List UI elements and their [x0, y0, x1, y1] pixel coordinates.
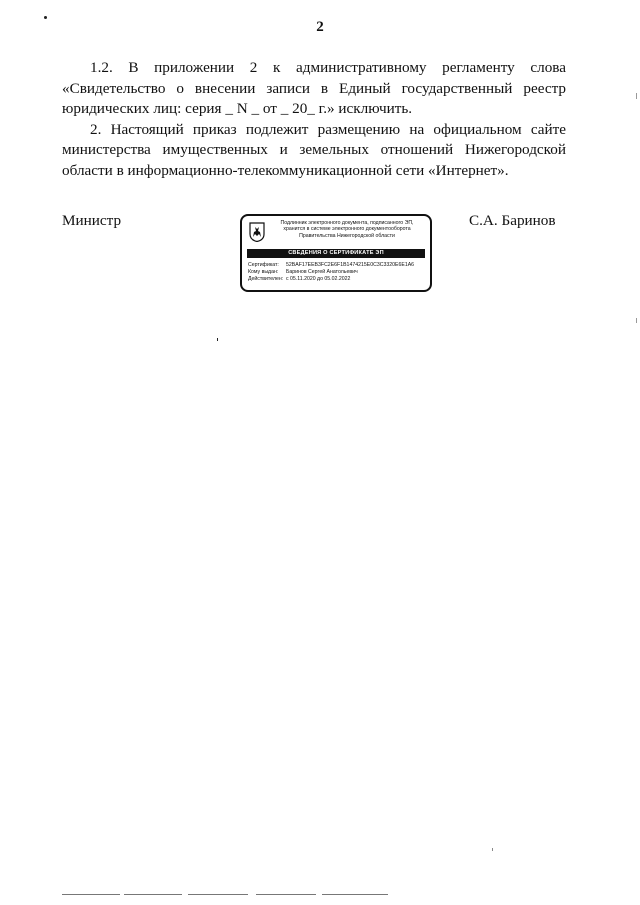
valid-value: с 05.11.2020 до 05.02.2022: [286, 275, 351, 282]
certificate-label: Сертификат:: [248, 262, 279, 268]
deer-emblem-icon: [249, 222, 265, 242]
signature-row: [0, 212, 640, 302]
footer-rule: [322, 894, 388, 895]
certificate-value: 52BAF17EEB3FC2E6F1B1474215E0C3C3320E6E1A6: [286, 262, 415, 268]
stamp-banner: СВЕДЕНИЯ О СЕРТИФИКАТЕ ЭП: [247, 249, 425, 258]
scan-speck: [44, 16, 47, 19]
stamp-header-line: Подлинник электронного документа, подписанного ЭП,: [280, 220, 414, 226]
stamp-details: [248, 262, 426, 282]
scan-speck: [492, 848, 493, 851]
issued-to-label: Кому выдан:: [248, 268, 279, 275]
signer-title: Министр: [62, 212, 122, 229]
footer-rule: [256, 894, 316, 895]
footer-rule: [124, 894, 182, 895]
footer-rule: [62, 894, 120, 895]
scan-speck: [636, 318, 637, 323]
scan-speck: [636, 93, 637, 99]
scan-speck: [217, 338, 218, 341]
certificate-row: [248, 262, 426, 269]
paragraph-2: 2. Настоящий приказ подлежит размещению на официальном сайте министерства имущественных и земельных отношений Нижегородской области в информационно-телекоммуникационной сети «Интернет».: [62, 120, 566, 179]
stamp-header-line: хранится в системе электронного документооборота: [283, 226, 411, 233]
signer-name: С.А. Баринов: [469, 212, 556, 229]
footer-rule: [188, 894, 248, 895]
stamp-header: [268, 220, 426, 239]
stamp-header-line: Правительства Нижегородской области: [299, 232, 395, 239]
paragraph-1: 1.2. В приложении 2 к административному регламенту слова «Свидетельство о внесении записи в Единый государственный реестр юридических лиц: серия _ N _ от _ 20_ г.» исключить.: [62, 59, 566, 117]
valid-row: [248, 276, 426, 283]
body-text: [62, 58, 566, 181]
signature-stamp: [240, 214, 432, 292]
page-number: 2: [316, 19, 324, 35]
issued-to-row: [248, 269, 426, 276]
valid-label: Действителен:: [248, 275, 284, 282]
issued-to-value: Баринов Сергей Анатольевич: [286, 268, 358, 275]
